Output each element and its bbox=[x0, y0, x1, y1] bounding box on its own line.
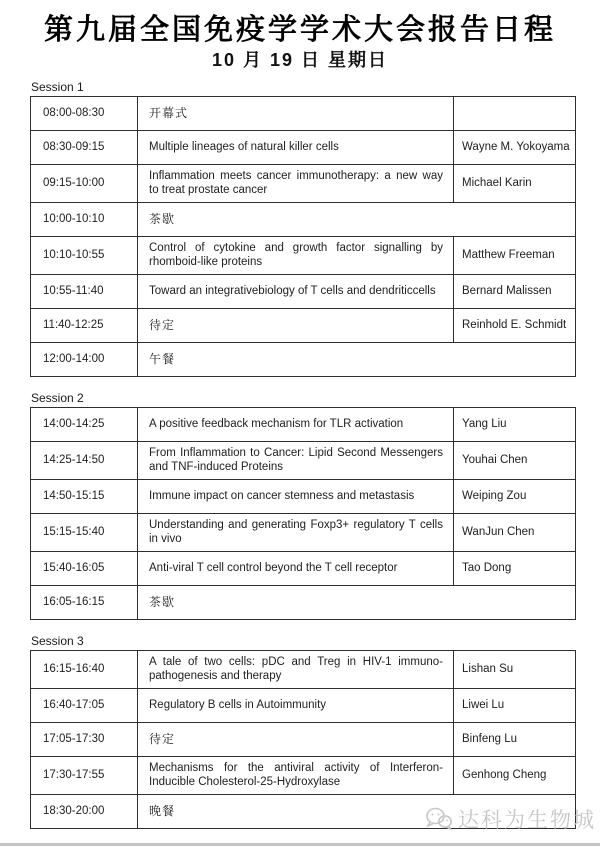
schedule-table bbox=[30, 96, 576, 377]
time-cell: 09:15-10:00 bbox=[31, 165, 138, 203]
talk-title-cell: Immune impact on cancer stemness and metastasis bbox=[138, 480, 454, 514]
session-label: Session 2 bbox=[31, 391, 84, 405]
time-cell: 14:00-14:25 bbox=[31, 408, 138, 442]
talk-title-cell: A tale of two cells: pDC and Treg in HIV-1 immuno-pathogenesis and therapy bbox=[138, 651, 454, 689]
table-row bbox=[31, 309, 576, 343]
sessions-container bbox=[0, 80, 600, 829]
time-cell: 08:30-09:15 bbox=[31, 131, 138, 165]
time-cell: 10:10-10:55 bbox=[31, 237, 138, 275]
talk-title-cell: Regulatory B cells in Autoimmunity bbox=[138, 689, 454, 723]
talk-title-cell: 待定 bbox=[138, 723, 454, 757]
table-row bbox=[31, 131, 576, 165]
speaker-cell: Genhong Cheng bbox=[454, 757, 576, 795]
speaker-cell: WanJun Chen bbox=[454, 514, 576, 552]
speaker-cell bbox=[454, 97, 576, 131]
speaker-cell: Michael Karin bbox=[454, 165, 576, 203]
table-row bbox=[31, 795, 576, 829]
table-row bbox=[31, 514, 576, 552]
time-cell: 10:00-10:10 bbox=[31, 203, 138, 237]
talk-title-cell: Toward an integrativebiology of T cells and dendriticcells bbox=[138, 275, 454, 309]
speaker-cell: Lishan Su bbox=[454, 651, 576, 689]
time-cell: 12:00-14:00 bbox=[31, 343, 138, 377]
talk-title-cell: From Inflammation to Cancer: Lipid Second Messengers and TNF-induced Proteins bbox=[138, 442, 454, 480]
speaker-cell: Binfeng Lu bbox=[454, 723, 576, 757]
time-cell: 16:40-17:05 bbox=[31, 689, 138, 723]
time-cell: 17:30-17:55 bbox=[31, 757, 138, 795]
time-cell: 14:50-15:15 bbox=[31, 480, 138, 514]
talk-title-cell: 茶歇 bbox=[138, 203, 576, 237]
table-row bbox=[31, 237, 576, 275]
schedule-table bbox=[30, 650, 576, 829]
session-label: Session 3 bbox=[31, 634, 84, 648]
time-cell: 18:30-20:00 bbox=[31, 795, 138, 829]
time-cell: 15:15-15:40 bbox=[31, 514, 138, 552]
talk-title-cell: Understanding and generating Foxp3+ regulatory T cells in vivo bbox=[138, 514, 454, 552]
speaker-cell: Youhai Chen bbox=[454, 442, 576, 480]
page-subtitle: 10 月 19 日 星期日 bbox=[211, 50, 389, 70]
table-row bbox=[31, 343, 576, 377]
table-row bbox=[31, 442, 576, 480]
time-cell: 14:25-14:50 bbox=[31, 442, 138, 480]
talk-title-cell: 晚餐 bbox=[138, 795, 576, 829]
talk-title-cell: Mechanisms for the antiviral activity of Interferon-Inducible Cholesterol-25-Hydroxylase bbox=[138, 757, 454, 795]
time-cell: 16:05-16:15 bbox=[31, 586, 138, 620]
table-row bbox=[31, 480, 576, 514]
speaker-cell: Tao Dong bbox=[454, 552, 576, 586]
table-row bbox=[31, 97, 576, 131]
bottom-divider bbox=[0, 843, 600, 846]
talk-title-cell: Inflammation meets cancer immunotherapy: a new way to treat prostate cancer bbox=[138, 165, 454, 203]
talk-title-cell: 开幕式 bbox=[138, 97, 454, 131]
session-block bbox=[0, 391, 600, 620]
talk-title-cell: Anti-viral T cell control beyond the T cell receptor bbox=[138, 552, 454, 586]
session-block bbox=[0, 634, 600, 829]
table-row bbox=[31, 586, 576, 620]
speaker-cell: Reinhold E. Schmidt bbox=[454, 309, 576, 343]
table-row bbox=[31, 275, 576, 309]
table-row bbox=[31, 203, 576, 237]
talk-title-cell: 午餐 bbox=[138, 343, 576, 377]
table-row bbox=[31, 651, 576, 689]
time-cell: 17:05-17:30 bbox=[31, 723, 138, 757]
table-row bbox=[31, 757, 576, 795]
talk-title-cell: A positive feedback mechanism for TLR activation bbox=[138, 408, 454, 442]
speaker-cell: Liwei Lu bbox=[454, 689, 576, 723]
watermark-text: 达科为生物城 bbox=[458, 809, 596, 832]
talk-title-cell: 茶歇 bbox=[138, 586, 576, 620]
table-row bbox=[31, 408, 576, 442]
speaker-cell: Bernard Malissen bbox=[454, 275, 576, 309]
talk-title-cell: Control of cytokine and growth factor signalling by rhomboid-like proteins bbox=[138, 237, 454, 275]
page-title: 第九届全国免疫学学术大会报告日程 bbox=[43, 12, 556, 46]
session-label: Session 1 bbox=[31, 80, 84, 94]
time-cell: 10:55-11:40 bbox=[31, 275, 138, 309]
speaker-cell: Yang Liu bbox=[454, 408, 576, 442]
time-cell: 15:40-16:05 bbox=[31, 552, 138, 586]
speaker-cell: Weiping Zou bbox=[454, 480, 576, 514]
time-cell: 11:40-12:25 bbox=[31, 309, 138, 343]
schedule-table bbox=[30, 407, 576, 620]
speaker-cell: Matthew Freeman bbox=[454, 237, 576, 275]
table-row bbox=[31, 165, 576, 203]
table-row bbox=[31, 689, 576, 723]
talk-title-cell: 待定 bbox=[138, 309, 454, 343]
session-block bbox=[0, 80, 600, 377]
time-cell: 08:00-08:30 bbox=[31, 97, 138, 131]
schedule-document bbox=[0, 12, 600, 832]
speaker-cell: Wayne M. Yokoyama bbox=[454, 131, 576, 165]
table-row bbox=[31, 552, 576, 586]
table-row bbox=[31, 723, 576, 757]
talk-title-cell: Multiple lineages of natural killer cells bbox=[138, 131, 454, 165]
time-cell: 16:15-16:40 bbox=[31, 651, 138, 689]
